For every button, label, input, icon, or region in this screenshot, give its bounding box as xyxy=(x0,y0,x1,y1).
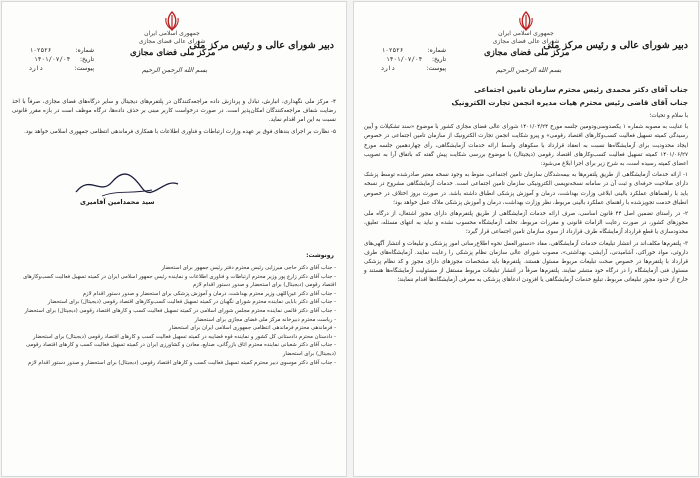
side-title: دبیر شورای عالی و رئیس مرکز ملی xyxy=(189,40,334,51)
meta-number: شماره: ۱۰۲۵۲۶ xyxy=(29,47,94,54)
cc-item: - جناب آقای دکتر بابایی نماینده محترم شورای نگهبان در کمیته تسهیل فعالیت کسب‌وکارهای اقتصاد رقومی (دیجیتال) برای استحضار xyxy=(47,299,336,306)
cc-item: - دادستان محترم دادستانی کل کشور و نماینده قوه قضاییه در کمیته تسهیل فعالیت کسب و کارهای اقتصاد رقومی (دیجیتال) برای استحضار xyxy=(32,333,336,340)
salutation: با سلام و تحیات؛ xyxy=(649,113,688,119)
bismillah: بسم الله الرحمن الرحیم xyxy=(496,66,562,74)
letterhead xyxy=(354,2,698,80)
signature-icon xyxy=(72,170,182,200)
cc-item: - ریاست محترم دبیرخانه مرکز ملی فضای مجازی برای استحضار xyxy=(194,316,336,323)
cc-item: - جناب آقای دکتر شعبانی نماینده محترم اتاق بازرگانی، صنایع، معادن و کشاورزی ایران در کمیته تسهیل فعالیت کسب و کارهای اقتصاد رقومی (دیجیتال) برای استحضار xyxy=(26,342,336,357)
org-line-2: شورای عالی فضای مجازی xyxy=(492,38,560,45)
meta-date: تاریخ: ۱۴۰۱/۰۷/۰۴ xyxy=(386,56,446,63)
cc-item: - جناب آقای دکتر حاجی میرزایی رئیس محترم دفتر رئیس جمهور برای استحضار xyxy=(161,265,336,271)
letterhead xyxy=(2,2,346,80)
item-4: ۴- مرکز ملی نگهداری، انبارش، تبادل و پردازش داده مراجعه‌کنندگان در پلتفرم‌های دیجیتال و سایر درگاه‌های فضای مجازی، صرفاً با اخذ رضایت شفاف مراجعه‌کنندگان امکان‌پذیر است. در صورت درخواست کاربر مبنی بر حذف داده‌ها، درگاه موظف است در بازه مقرر قانونی نسبت به این امر اقدام نماید. xyxy=(12,99,336,124)
signatory-name: سید محمدامین آقامیری xyxy=(80,198,155,206)
cc-title: رونوشت: xyxy=(306,252,334,259)
item-1: ۱- ارائه خدمات آزمایشگاهی از طریق پلتفرم‌ها به بیمه‌شدگان سازمان تامین اجتماعی، منوط به وجود نسخه معتبر صادرشده توسط پزشک دارای صلاحیت حرفه‌ای و ثبت آن در سامانه نسخه‌نویسی الکترونیکی سازمان تامین اجتماعی است. خدمات آزمایشگاهی مشروح در نسخه باید با راهنماهای عملکرد بالینی ابلاغی وزارت بهداشت، درمان و آموزش پزشکی انطباق داشته باشد. در صورت بروز اختلاف در خصوص انطباق خدمت تجویزشده با راهنمای عملکرد بالینی مربوط، نظر وزارت بهداشت، درمان و آموزش پزشکی ملاک عمل خواهد بود؛ xyxy=(364,172,688,206)
meta-attachment: پیوست: دارد xyxy=(28,65,94,72)
meta-date: تاریخ: ۱۴۰۱/۰۷/۰۴ xyxy=(34,56,94,63)
cc-item: - جناب آقای دکتر عین‌اللهی وزیر محترم بهداشت، درمان و آموزش پزشکی برای استحضار و صدور دستور اقدام لازم xyxy=(82,290,336,297)
meta-attachment: پیوست: دارد xyxy=(380,65,446,72)
item-2: ۲- در راستای تضمین اصل ۴۴ قانون اساسی، صرف ارائه خدمات آزمایشگاهی از طریق پلتفرم‌های دارای مجوز اشتغال، از درگاه ملی مجوزهای کشور، در صورت رعایت الزامات قانونی و مقررات مربوط، تخلف آزمایشگاه محسوب نشده و نباید به انتهای مسئله، تعلیق، محدودسازی یا قطع قرارداد آزمایشگاه طرف قرارداد از سوی سازمان تامین اجتماعی قرار گیرد؛ xyxy=(364,211,688,236)
addressee-1: جناب آقای دکتر محمدی رئیس محترم سازمان تامین اجتماعی xyxy=(474,85,688,94)
letter-page-2 xyxy=(2,2,346,476)
cc-item: - فرماندهی محترم فرماندهی انتظامی جمهوری اسلامی ایران برای استحضار xyxy=(168,325,336,332)
center-title: مرکز ملی فضای مجازی xyxy=(484,48,570,58)
org-line-2: شورای عالی فضای مجازی xyxy=(138,38,206,45)
meta-number: شماره: ۱۰۲۵۲۶ xyxy=(381,47,446,54)
letter-body-continued xyxy=(12,98,336,139)
side-title: دبیر شورای عالی و رئیس مرکز ملی xyxy=(543,40,688,51)
cc-item: - جناب آقای دکتر موسوی دبیر محترم کمیته تسهیل فعالیت کسب و کارهای اقتصاد رقومی (دیجیتال) برای استحضار و صدور دستور اقدام لازم xyxy=(27,359,336,366)
org-line-1: جمهوری اسلامی ایران xyxy=(498,30,554,37)
cc-item: - جناب آقای دکتر قائمی نماینده محترم مجلس شورای اسلامی در کمیته تسهیل فعالیت کسب و کارهای اقتصاد رقومی (دیجیتال) برای استحضار xyxy=(24,307,336,314)
intro-paragraph: با عنایت به مصوبه شماره ۱ یکصدوسی‌ودومین جلسه مورخ ۱۴۰۱/۰۴/۲۴ شورای عالی فضای مجازی کشور با موضوع «سند تشکیلات و آیین رسیدگی کمیته تسهیل فعالیت کسب‌وکارهای اقتصاد رقومی» و پیرو شکایت انجمن تجارت الکترونیک از سازمان تامین اجتماعی در خصوص ایجاد محدودیت برای آزمایشگاه‌ها نسبت به انعقاد قرارداد با سکوهای واسط ارائه خدمات آزمایشگاهی، رأی چهاردهمین جلسه مورخ ۱۴۰۱/۰۶/۲۷ کمیته تسهیل فعالیت کسب‌وکارهای اقتصاد رقومی (دیجیتال) با موضوع بررسی شکایت پیش گفته که باتفاق آرا به تصویب اعضای کمیته رسیده است، به شرح زیر برای اجرا ابلاغ می‌شود: xyxy=(364,124,688,168)
emblem-icon xyxy=(516,10,536,32)
addressee-2: جناب آقای قاضی رئیس محترم هیات مدیره انجمن تجارت الکترونیک xyxy=(451,98,688,107)
center-title: مرکز ملی فضای مجازی xyxy=(130,48,216,58)
letter-meta xyxy=(366,46,446,73)
letter-meta xyxy=(14,46,94,73)
emblem-icon xyxy=(162,10,182,32)
item-3: ۳- پلتفرم‌ها مکلف‌اند در انتشار تبلیغات خدمات آزمایشگاهی، مفاد «دستورالعمل نحوه اطلاع‌رسانی امور پزشکی و تبلیغات و انتشار آگهی‌های داروئی، مواد خوراکی، آشامیدنی، آرایشی، بهداشتی»، مصوب شورای عالی سازمان نظام پزشکی را رعایت نمایند. آزمایشگاه‌های طرف قرارداد با پلتفرم‌ها در خصوص صحت تبلیغات مربوط مسئول هستند. پلتفرم‌ها باید مشخصات مجوزهای دارای مجوز و کد نظام پزشکی مسئول فنی آزمایشگاه را در درگاه خود منتشر نمایند. پلتفرم‌ها صرفاً در انتشار تبلیغات مربوط مستقل از مسئولیت آزمایشگاه‌ها هستند و خارج از حدود مجوز تبلیغاتی مربوط، تبلیغ خدمات آزمایشگاهی یا افزودن ادعاهای پزشکی به معرفی آزمایشگاه‌ها اقدام ننمایند؛ xyxy=(364,240,688,284)
letter-page-1 xyxy=(354,2,698,476)
item-5: ۵- نظارت بر اجرای بندهای فوق بر عهده وزارت ارتباطات و فناوری اطلاعات با همکاری فرماندهی انتظامی جمهوری اسلامی خواهد بود. xyxy=(24,128,336,135)
org-line-1: جمهوری اسلامی ایران xyxy=(144,30,200,37)
cc-list xyxy=(12,264,336,367)
cc-item: - جناب آقای دکتر زارع پور وزیر محترم ارتباطات و فناوری اطلاعات و نماینده رئیس جمهور اسلامی ایران در کمیته تسهیل فعالیت کسب‌وکارهای اقتصاد رقومی (دیجیتال) برای استحضار و صدور دستور اقدام لازم xyxy=(23,273,336,289)
bismillah: بسم الله الرحمن الرحیم xyxy=(142,66,208,74)
letter-body xyxy=(364,84,688,288)
